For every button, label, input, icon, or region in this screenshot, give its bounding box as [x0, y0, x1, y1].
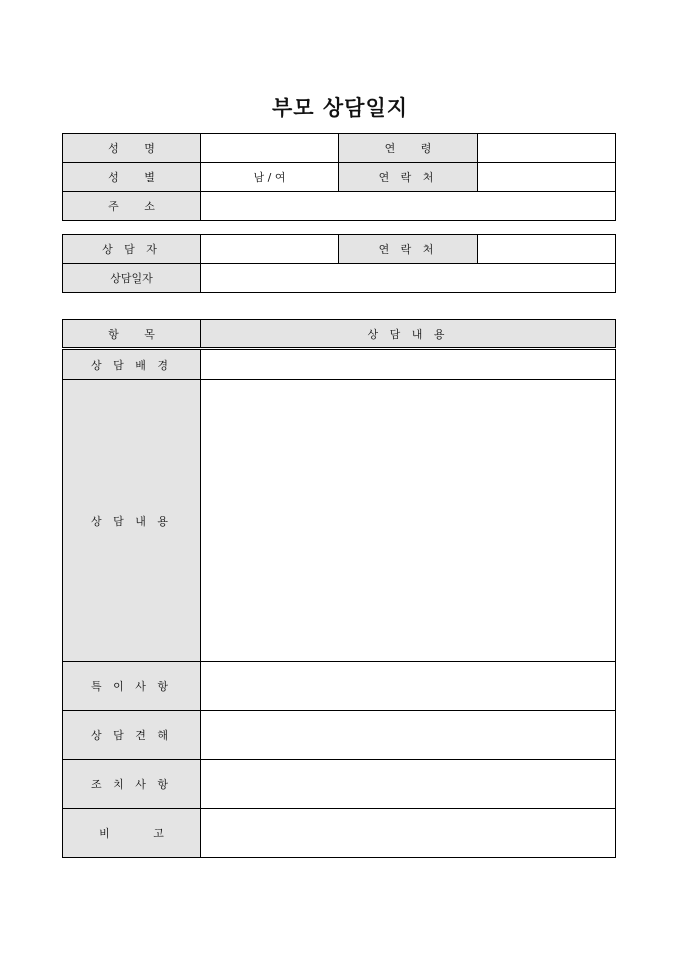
student-info-table [62, 133, 616, 221]
page-title: 부모 상담일지 [271, 96, 409, 120]
gender-label: 성 별 [63, 163, 201, 192]
address-label: 주 소 [63, 192, 201, 221]
content-label: 상 담 내 용 [63, 380, 201, 662]
opinion-label: 상 담 견 해 [63, 711, 201, 760]
contact-field[interactable] [478, 163, 616, 192]
special-notes-field[interactable] [201, 662, 616, 711]
age-field[interactable] [478, 134, 616, 163]
date-label: 상담일자 [63, 264, 201, 293]
background-field[interactable] [201, 349, 616, 380]
special-notes-label: 특 이 사 항 [63, 662, 201, 711]
item-header: 항 목 [63, 320, 201, 349]
age-label: 연 령 [339, 134, 478, 163]
action-field[interactable] [201, 760, 616, 809]
counselor-label: 상 담 자 [63, 235, 201, 264]
contact-label: 연 락 처 [339, 163, 478, 192]
counselor-field[interactable] [201, 235, 339, 264]
content-field[interactable] [201, 380, 616, 662]
gender-field[interactable]: 남 / 여 [201, 163, 339, 192]
background-label: 상 담 배 경 [63, 349, 201, 380]
opinion-field[interactable] [201, 711, 616, 760]
date-field[interactable] [201, 264, 616, 293]
name-label: 성 명 [63, 134, 201, 163]
counselor-contact-label: 연 락 처 [339, 235, 478, 264]
name-field[interactable] [201, 134, 339, 163]
counseling-record-table [62, 319, 616, 858]
remarks-field[interactable] [201, 809, 616, 858]
content-header: 상 담 내 용 [201, 320, 616, 349]
address-field[interactable] [201, 192, 616, 221]
action-label: 조 치 사 항 [63, 760, 201, 809]
remarks-label: 비 고 [63, 809, 201, 858]
counselor-contact-field[interactable] [478, 235, 616, 264]
counselor-info-table [62, 234, 616, 293]
